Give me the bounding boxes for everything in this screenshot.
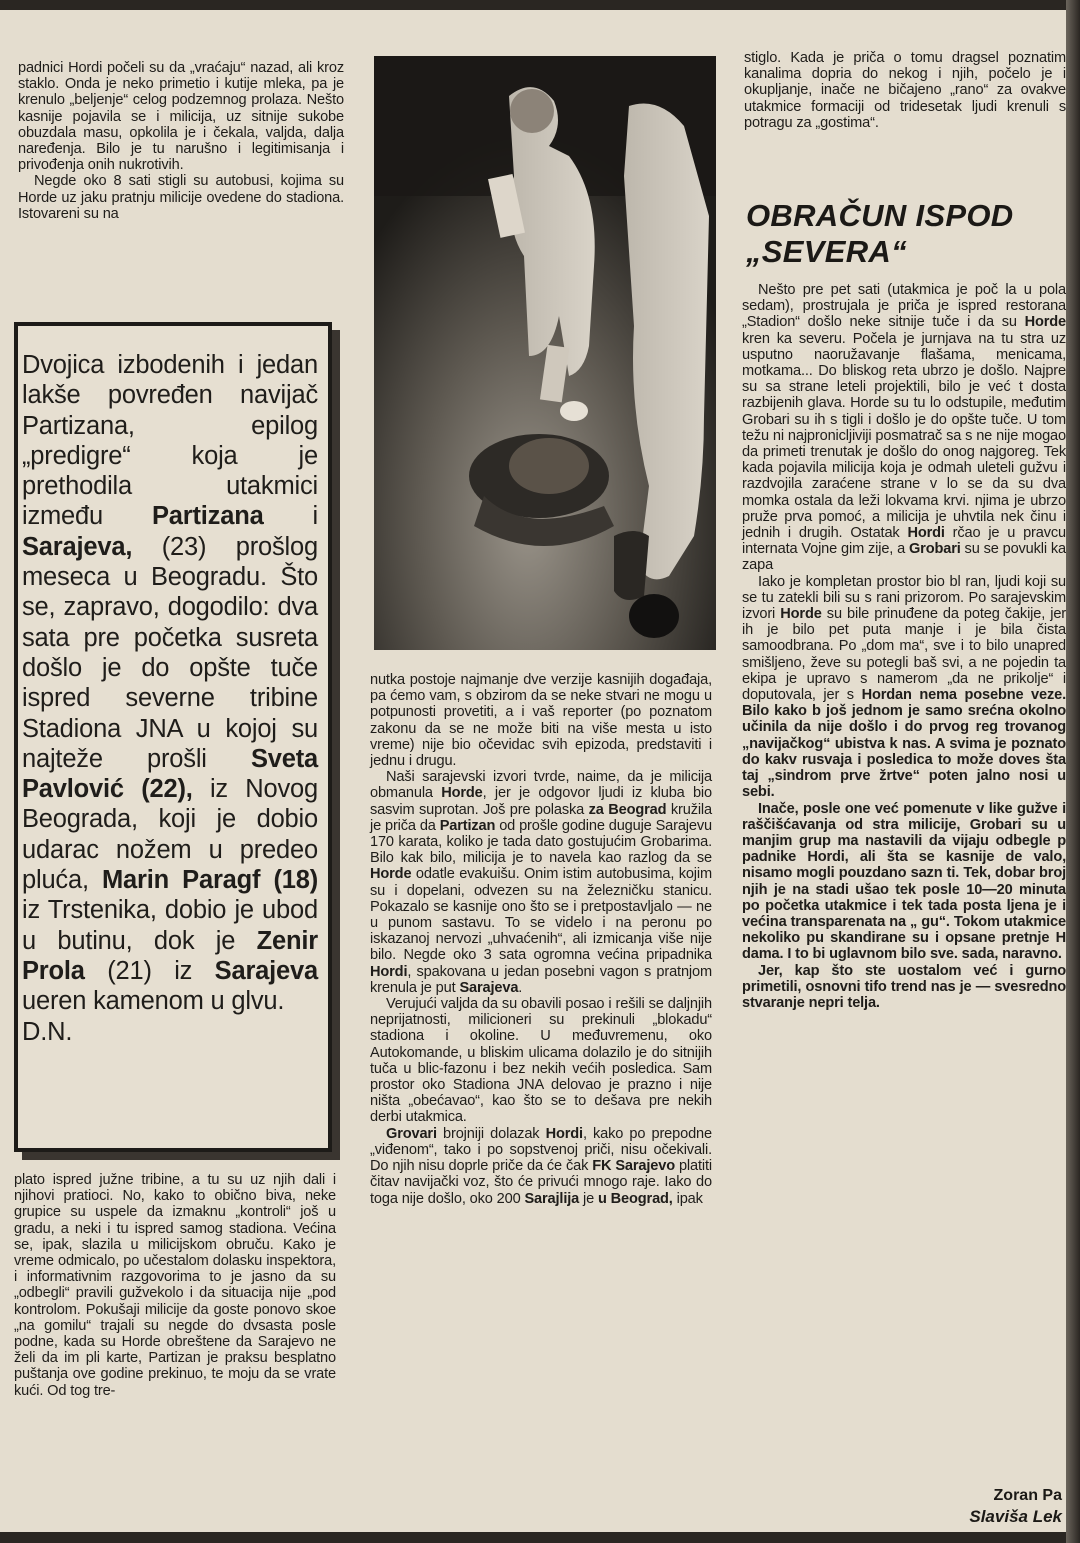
paragraph: Jer, kap što ste uostalom već i gurno primetili, osnovni tifo trend nas je — svesredno stvaranje nepri telja.	[742, 962, 1066, 1011]
byline-author-1: Zoran Pa	[993, 1487, 1062, 1504]
paragraph: Iako je kompletan prostor bio bl ran, ljudi koji su se tu zatekli bili su s rani prizorom. Po sarajevskim izvori Horde su bile prinuđene da poteg čakije, jer ih je bilo pet puta manje i je bila čista samoodbrana. Po „dom ma“, sve i to bilo unapred smišljeno, ževe su potegli baš svi, a ne pojedin ta ekipa je upravo s namerom „da ne prikolje“ i doputovala, jer s Hordan nema posebne veze. Bilo kako b još jednom je samo srećna okolno učinila da nije došlo i do prvog reg trovanog „navijačkog“ ubistva k nas. A svima je poznato do kakv rusvaja i posledica to može doves šta taj „sindrom prve žrtve“ poten jalno nosi u sebi.	[742, 573, 1066, 801]
section-headline	[746, 198, 1066, 270]
paragraph: padnici Hordi počeli su da „vraćaju“ nazad, ali kroz staklo. Onda je neko primetio i kutije mleka, pa je krenulo „beljenje“ celog podzemnog prolaza. Nešto kasnije pojavila se i milicija, uz sitnije sukobe obuzdala masu, opkolila je i čekala, valjda, dalja naređenja. Bilo je tu narušno i legitimisanja i privođenja onih nukrotivih.	[18, 60, 344, 174]
news-photo	[374, 56, 716, 650]
paragraph: Inače, posle one već pomenute v like gužve i raščišćavanja od stra milicije, Grobari su u manjim grup ma nastavili da vijaju odbegle p padnike Hordi, ali šta se kasnije de valo, nisamo mogli pouzdano sazn ti. Tek, dobar broj njih je na stadi ušao tek posle 10—20 minuta po početka utakmice i tek tada posta ljena je i većina transparenata na „ gu“. Tokom utakmice nekoliko pu skandirane su i opsane pretnje H dama. I to bi uglavnom bilo sve. sada, naravno.	[742, 800, 1066, 963]
headline-line-1: OBRAČUN ISPOD	[746, 198, 1014, 233]
column-1-top	[18, 60, 344, 222]
page-edge-shadow	[1066, 0, 1080, 1543]
paragraph: Nešto pre pet sati (utakmica je poč la u pola sedam), prostrujala je priča je ispred restorana „Stadion“ došlo neke sitnije tuče i da su Horde kren ka severu. Počela je jurnjava na tu stra uz usputno naoružavanje flašama, menicama, motkama... Do bliskog reta ubrzo je došlo. Najpre su sa strane leteli projektili, bilo je već t dosta razbijenih glava. Horde su tu lo odstupile, međutim Grobari su ih s tigli i došlo je do opšte tuče. U tom težu ni najpronicljiviji posmatrač sa s ne nije mogao da primeti trenutak je došlo do onog najgoreg. Tek kada pojavila milicija koja je odmah uleteli gužvu i razdvojila zaraćene strane v lo se da su dva momka ostala da leži lokvama krvi. njima je ubrzo pruže prva pomoć, a milicija je uhvtila nek činu i jednih i drugih. Ostatak Hordi rčao je u pravcu internata Vojne gim zije, a Grobari su se povukli ka zapa	[742, 282, 1066, 574]
column-3-top	[744, 50, 1066, 131]
column-2	[370, 672, 712, 1207]
sidebar-text: Dvojica izbodenih i jedan lakše povređen navijač Partizana, epilog „predigre“ koja je prethodila utakmici između Partizana i Sarajeva, (23) prošlog meseca u Beogradu. Što se, zapravo, dogodilo: dva sata pre početka susreta došlo je do opšte tuče ispred severne tribine Stadiona JNA u kojoj su najteže prošli Sveta Pavlović (22), iz Novog Beograda, koji je dobio udarac nožem u predeo pluća, Marin Paragf (18) iz Trstenika, dobio je ubod u butinu, dok je Zenir Prola (21) iz Sarajeva ueren kamenom u glvu. D.N.	[22, 351, 319, 1046]
boxed-sidebar	[14, 322, 332, 1152]
newspaper-page	[0, 10, 1066, 1532]
byline-author-2: Slaviša Lek	[969, 1507, 1062, 1526]
paragraph: Naši sarajevski izvori tvrde, naime, da je milicija obmanula Horde, jer je odgovor ljudi iz kluba bio sasvim suprotan. Još pre polaska za Beograd kružila je priča da Partizan od prošle godine duguje Sarajevu 170 karata, koliko je tada dato gostujućim Grobarima. Bilo kak bilo, milicija je to navela kao razlog da se Horde odatle evakuišu. Onim istim autobusima, kojim su i dopelani, odvezen su na železničku stanicu. Pokazalo se kasnije ono što se i pretpostavljalo — ne u punom sastavu. To se videlo i na peronu po iskazanoj nervozi „uhvaćenih“, ali izmicanja više nije bilo. Negde oko 3 sata ogromna većina pripadnika Hordi, spakovana u jedan posebni vagon s pratnjom krenula je put Sarajeva.	[370, 769, 712, 996]
column-1-bottom	[14, 1172, 336, 1399]
photo-image	[374, 56, 716, 650]
paragraph: stiglo. Kada je priča o tomu dragsel poznatim kanalima dopria do nekog i njih, počelo je i okupljanje, inače ne bičajeno „rano“ za ovakve utakmice formaciji od tridesetak ljudi krenuli s potragu za „gostima“.	[744, 50, 1066, 131]
paragraph: Negde oko 8 sati stigli su autobusi, kojima su Horde uz jaku pratnju milicije ovedene do stadiona. Istovareni su na	[18, 173, 344, 222]
paragraph: Grovari brojniji dolazak Hordi, kako po prepodne „viđenom“, tako i po sopstvenoj priči, nisu očekivali. Do njih nisu doprle priče da će čak FK Sarajevo platiti čitav navijački voz, što će privući mnogo raje. Iako do toga nije došlo, oko 200 Sarajlija je u Beograd, ipak	[370, 1125, 712, 1207]
headline-line-2: „SEVERA“	[746, 234, 907, 269]
sidebar-signature: D.N.	[22, 1017, 73, 1046]
paragraph: nutka postoje najmanje dve verzije kasnijih događaja, pa ćemo vam, s obzirom da se neke stvari ne mogu u potpunosti provetiti, a i vaš reporter (po poznatom zakonu da se ne može biti na više mesta u isto vreme) nije bio očevidac svih epizoda, predstaviti i jednu i drugu.	[370, 672, 712, 770]
column-3	[742, 282, 1066, 1011]
paragraph: plato ispred južne tribine, a tu su uz njih dali i njihovi pratioci. No, kako to obično biva, neke grupice su uspele da izmaknu „kontroli“ još u gradu, a neki i tu ispred samog stadiona. Većina se, ipak, slazila u milicijskom obruču. Kako je vreme odmicalo, po učestalom dolasku inspektora, i informativnim razgovorima to je jasno da su „odbegli“ pravili gužvekolo i da situacija nije „pod kontrolom. Pokušaji milicije da goste ponovo skoe „na gomilu“ trajali su negde do dvsasta posle podne, kada su Horde obreštene da Sarajevo ne želi da im pli karte, Partizan je praksu besplatno puštanja ove godine prekinuo, te moju da se vrate kući. Od tog tre-	[14, 1172, 336, 1399]
paragraph: Verujući valjda da su obavili posao i rešili se daljnjih neprijatnosti, milicioneri su prekinuli „blokadu“ stadiona i okoline. U međuvremenu, oko Autokomande, u bliskim ulicama dolazilo je do sitnijih tuča u blic-fazonu i bez nekih većih posledica. Sam prostor oko Stadiona JNA delovao je prazno i nije ništa „obećavao“, kao što se to dešava pre nekih derbi utakmica.	[370, 996, 712, 1126]
